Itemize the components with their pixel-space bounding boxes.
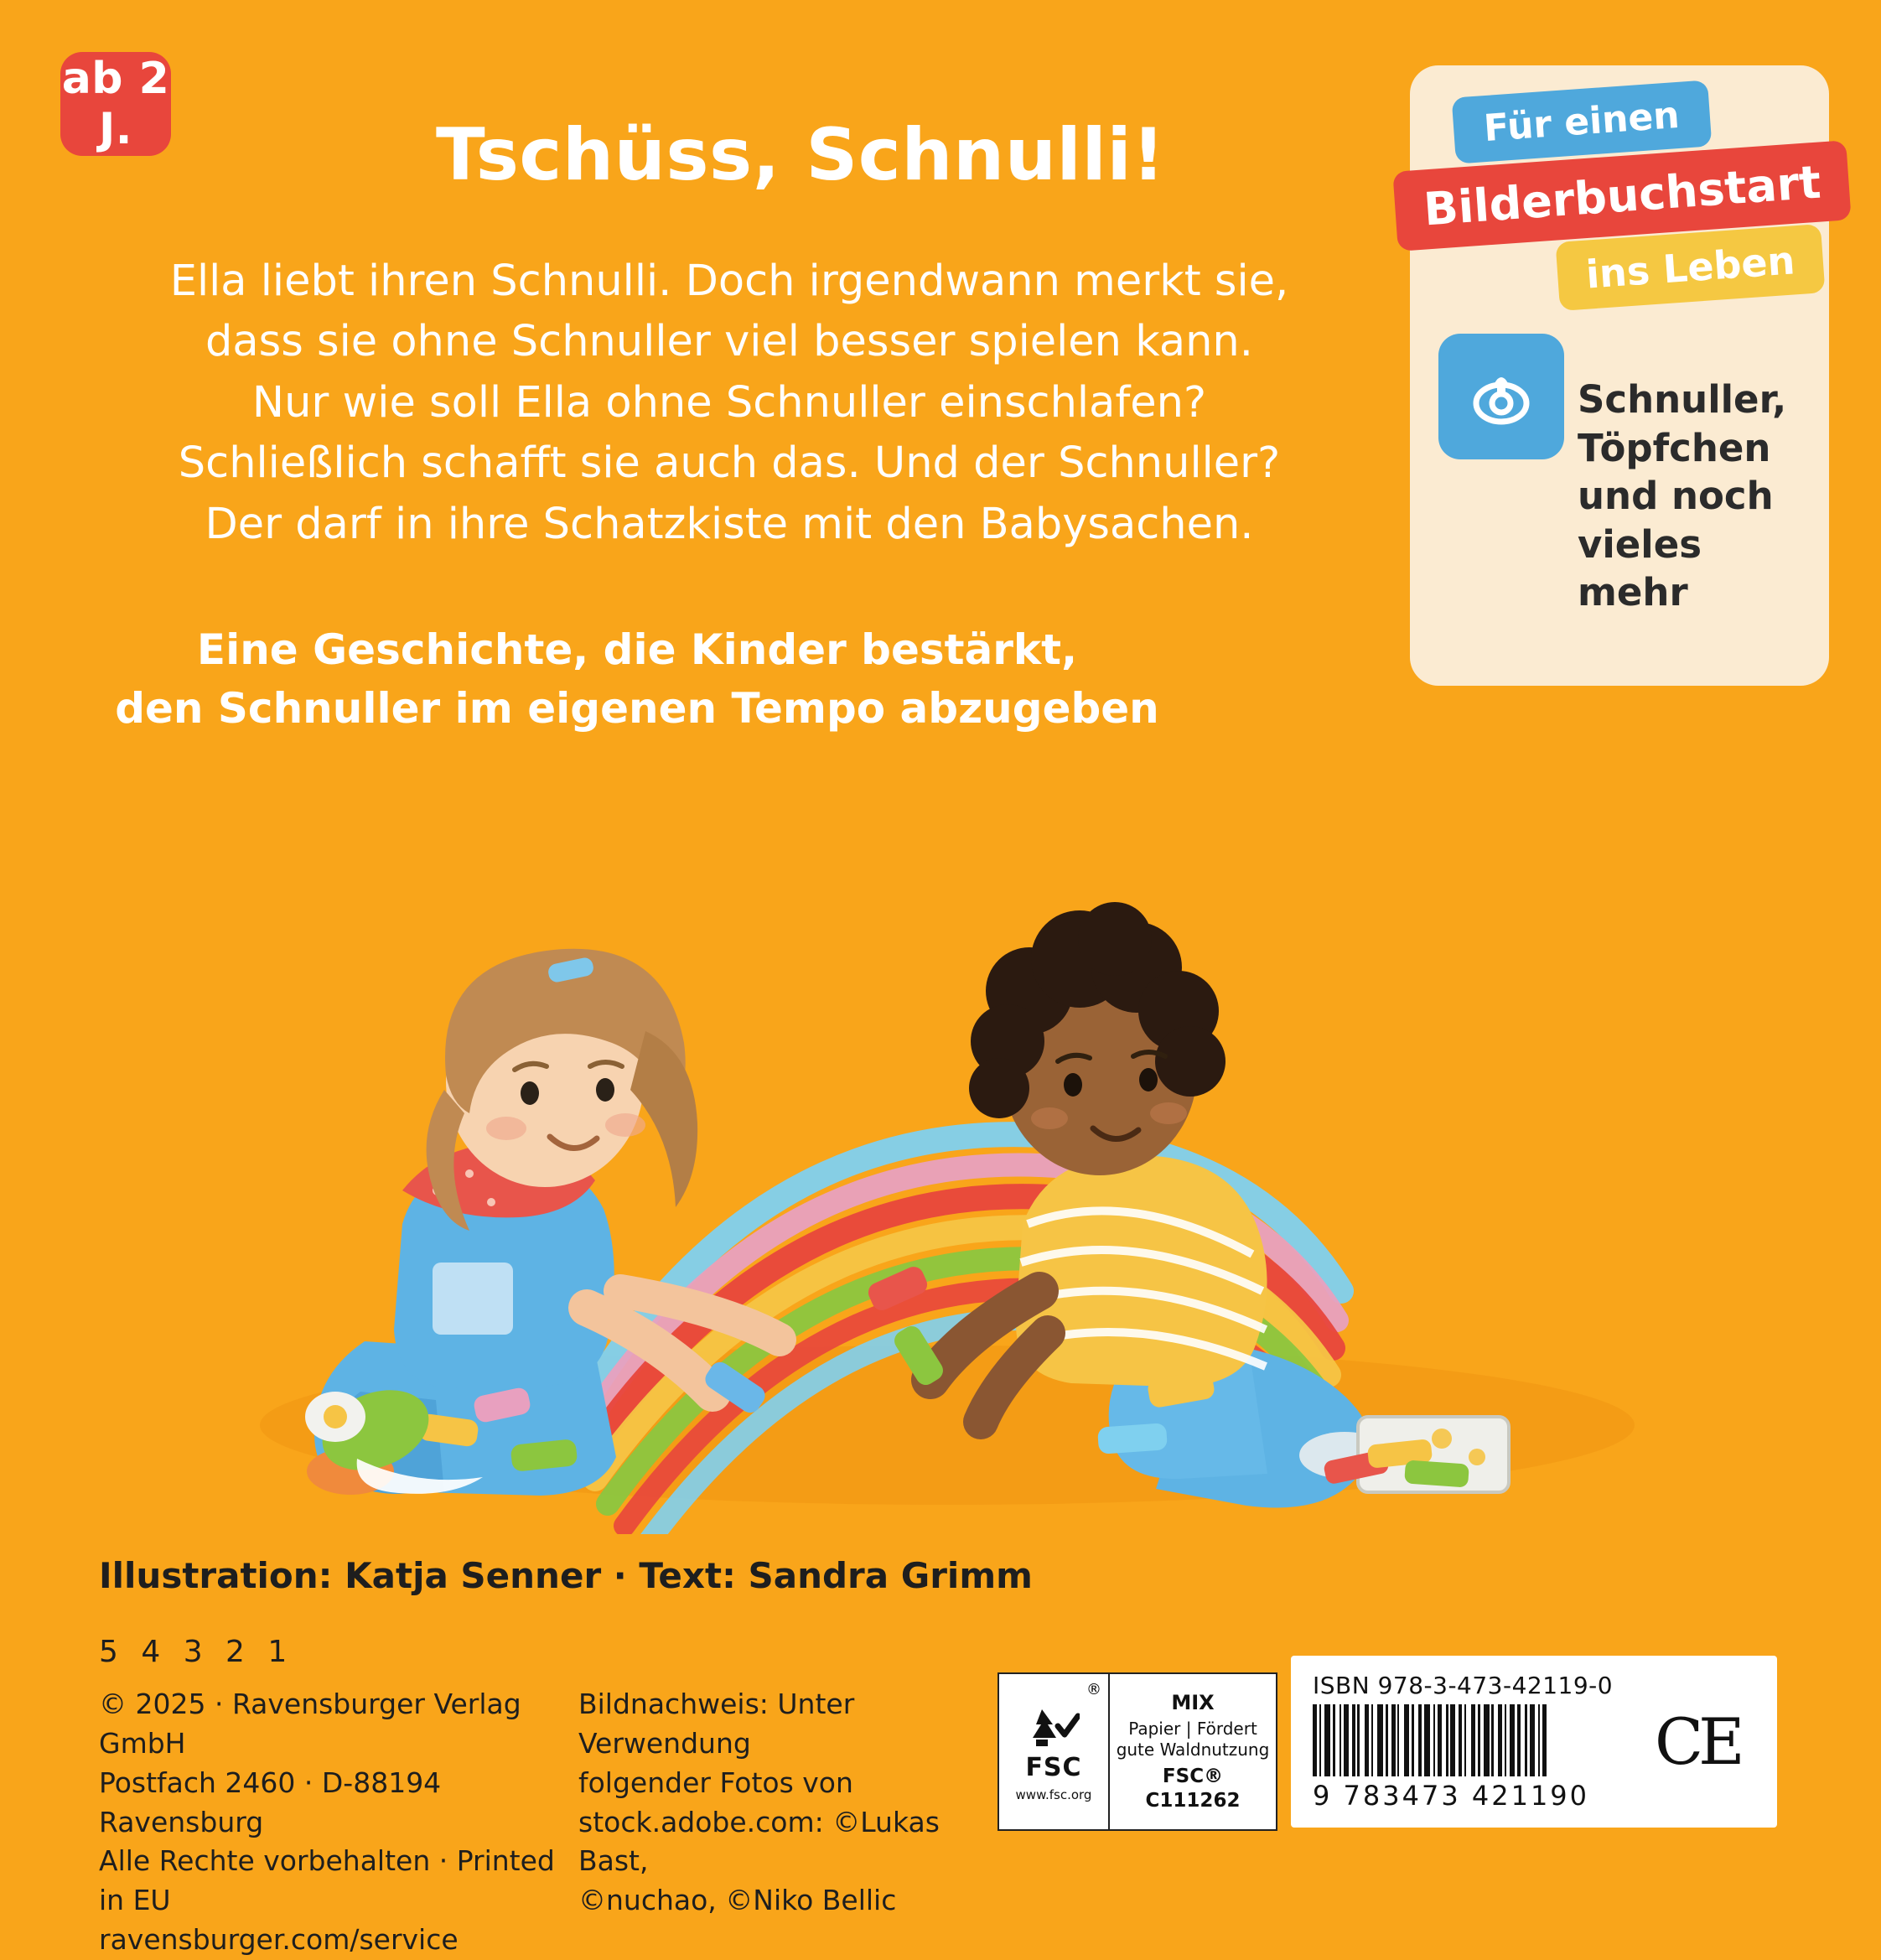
fsc-logo bbox=[999, 1674, 1110, 1829]
blurb-line: Nur wie soll Ella ohne Schnuller einschlafen? bbox=[251, 377, 1207, 428]
print-run: 5 4 3 2 1 bbox=[99, 1635, 294, 1669]
book-blurb bbox=[0, 251, 1459, 555]
fsc-line-2: gute Waldnutzung bbox=[1116, 1740, 1270, 1760]
photo-credit-block bbox=[578, 1685, 972, 1921]
series-sticker-caption: Schnuller, Töpfchen und noch vieles mehr bbox=[1578, 377, 1787, 615]
age-badge-line2: J. bbox=[98, 104, 133, 154]
photo-credit-line: stock.adobe.com: ©Lukas Bast, bbox=[578, 1805, 940, 1878]
tree-checkmark-icon bbox=[1028, 1701, 1080, 1753]
barcode-digits: 9 783473 421190 bbox=[1313, 1780, 1590, 1812]
fsc-logo-text: FSC bbox=[1025, 1753, 1082, 1782]
blurb-line: dass sie ohne Schnuller viel besser spielen kann. bbox=[205, 317, 1253, 367]
fsc-mix-label: MIX bbox=[1171, 1691, 1215, 1715]
series-sticker bbox=[1410, 65, 1829, 686]
copyright-line: © 2025 · Ravensburger Verlag GmbH bbox=[99, 1688, 521, 1760]
publisher-service-url: ravensburger.com/service bbox=[99, 1923, 459, 1957]
photo-credit-line: ©nuchao, ©Niko Bellic bbox=[578, 1884, 897, 1917]
page-title: Tschüss, Schnulli! bbox=[436, 113, 1166, 197]
copyright-line: Alle Rechte vorbehalten · Printed in EU bbox=[99, 1844, 555, 1917]
age-badge-line1: ab 2 bbox=[61, 54, 170, 104]
series-tab-3: ins Leben bbox=[1556, 224, 1826, 311]
illustration-credits: Illustration: Katja Senner · Text: Sandra Grimm bbox=[99, 1555, 1033, 1596]
blurb-line: Schließlich schafft sie auch das. Und der Schnuller? bbox=[178, 438, 1281, 489]
isbn-number: ISBN 978-3-473-42119-0 bbox=[1313, 1672, 1614, 1699]
fsc-code: FSC® C111262 bbox=[1145, 1766, 1241, 1812]
illustration-chalk-rainbow bbox=[151, 754, 1744, 1534]
series-tab-1: Für einen bbox=[1452, 80, 1712, 163]
fsc-registered-mark: ® bbox=[1086, 1681, 1101, 1698]
fsc-line-1: Papier | Fördert bbox=[1128, 1719, 1257, 1740]
fsc-label bbox=[998, 1672, 1277, 1831]
ce-mark: CE bbox=[1655, 1704, 1740, 1779]
blurb-line: Der darf in ihre Schatzkiste mit den Babysachen. bbox=[205, 499, 1254, 549]
barcode bbox=[1313, 1704, 1648, 1776]
age-badge bbox=[60, 52, 171, 156]
tagline-line: Eine Geschichte, die Kinder bestärkt, bbox=[196, 625, 1078, 674]
photo-credit-line: folgender Fotos von bbox=[578, 1766, 853, 1799]
book-tagline bbox=[0, 620, 1274, 738]
isbn-barcode-block bbox=[1291, 1656, 1777, 1828]
blurb-line: Ella liebt ihren Schnulli. Doch irgendwann merkt sie, bbox=[169, 257, 1289, 306]
series-tab-2: Bilderbuchstart bbox=[1392, 140, 1852, 251]
tagline-line: den Schnuller im eigenen Tempo abzugeben bbox=[115, 684, 1159, 733]
pacifier-icon bbox=[1438, 334, 1564, 459]
fsc-url: www.fsc.org bbox=[1015, 1787, 1092, 1802]
copyright-block bbox=[99, 1685, 568, 1960]
photo-credit-line: Bildnachweis: Unter Verwendung bbox=[578, 1688, 855, 1760]
copyright-line: Postfach 2460 · D-88194 Ravensburg bbox=[99, 1766, 442, 1838]
